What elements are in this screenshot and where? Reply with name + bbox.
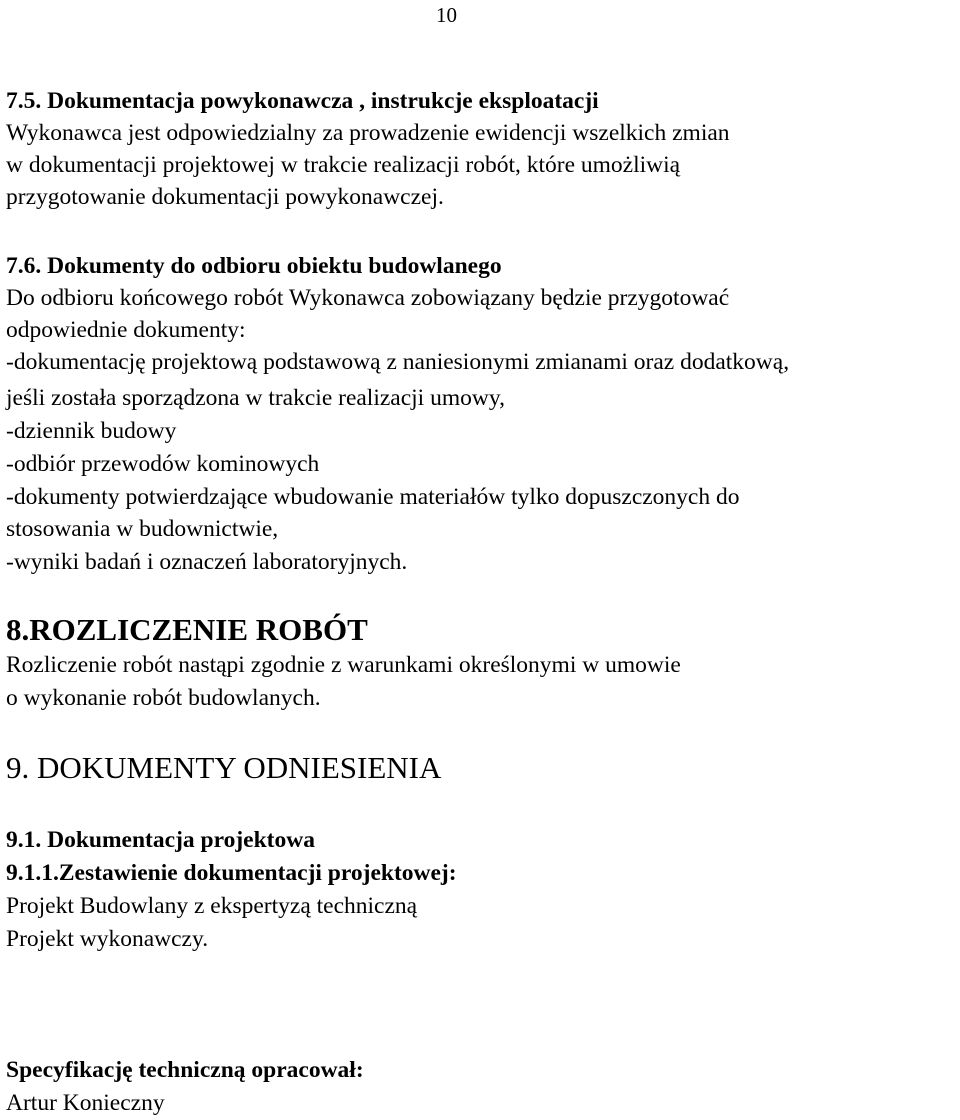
signature-author: Artur Konieczny <box>6 1090 165 1116</box>
section-7-6-list-item: -dokumenty potwierdzające wbudowanie materiałów tylko dopuszczonych do <box>6 484 740 510</box>
section-7-5-text-line: w dokumentacji projektowej w trakcie realizacji robót, które umożliwią <box>6 152 681 178</box>
section-7-6-text-line: odpowiednie dokumenty: <box>6 317 246 343</box>
section-8-heading: 8.ROZLICZENIE ROBÓT <box>6 612 368 647</box>
section-8-text-line: o wykonanie robót budowlanych. <box>6 685 321 711</box>
section-7-6-list-item: stosowania w budownictwie, <box>6 516 279 542</box>
section-7-6-text-line: Do odbioru końcowego robót Wykonawca zobowiązany będzie przygotować <box>6 285 730 311</box>
section-9-1-1-text-line: Projekt wykonawczy. <box>6 926 209 952</box>
section-7-6-list-item: -wyniki badań i oznaczeń laboratoryjnych. <box>6 549 408 575</box>
section-7-6-list-item: -odbiór przewodów kominowych <box>6 451 320 477</box>
section-8-text-line: Rozliczenie robót nastąpi zgodnie z warunkami określonymi w umowie <box>6 652 681 678</box>
section-7-6-heading: 7.6. Dokumenty do odbioru obiektu budowlanego <box>6 253 502 279</box>
section-7-6-list-item: jeśli została sporządzona w trakcie realizacji umowy, <box>6 385 505 411</box>
section-9-1-1-text-line: Projekt Budowlany z ekspertyzą techniczną <box>6 893 418 919</box>
page-number: 10 <box>436 3 457 27</box>
section-7-5-text-line: przygotowanie dokumentacji powykonawczej. <box>6 184 444 210</box>
section-7-5-heading: 7.5. Dokumentacja powykonawcza , instrukcje eksploatacji <box>6 88 599 114</box>
section-7-6-list-item: -dziennik budowy <box>6 418 177 444</box>
section-9-1-1-heading: 9.1.1.Zestawienie dokumentacji projektowej: <box>6 860 457 886</box>
section-7-6-list-item: -dokumentację projektową podstawową z naniesionymi zmianami oraz dodatkową, <box>6 349 790 375</box>
section-9-1-heading: 9.1. Dokumentacja projektowa <box>6 827 315 853</box>
signature-heading: Specyfikację techniczną opracował: <box>6 1057 364 1083</box>
section-7-5-text-line: Wykonawca jest odpowiedzialny za prowadzenie ewidencji wszelkich zmian <box>6 120 730 146</box>
section-9-heading: 9. DOKUMENTY ODNIESIENIA <box>6 750 442 785</box>
